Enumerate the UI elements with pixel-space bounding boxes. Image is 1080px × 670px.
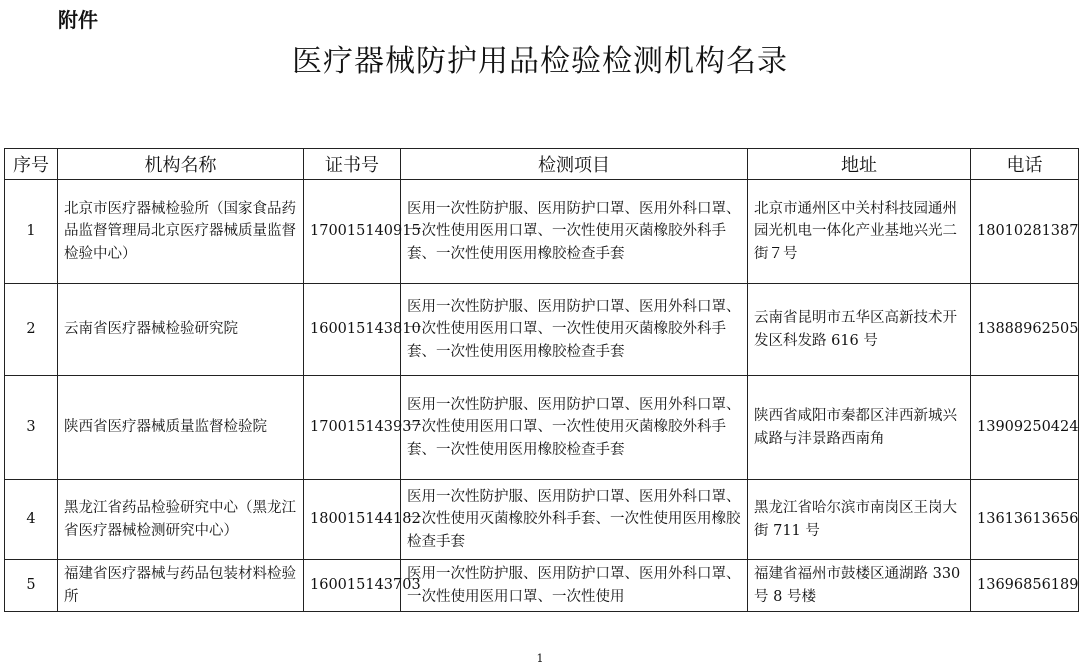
institution-table <box>4 148 1079 612</box>
table-row <box>5 480 1079 560</box>
table-row <box>5 560 1079 612</box>
column-header: 机构名称 <box>58 149 304 180</box>
table-row <box>5 376 1079 480</box>
address: 云南省昆明市五华区高新技术开发区科发路 616 号 <box>748 284 971 376</box>
certificate-number: 170015143937 <box>304 376 401 480</box>
row-number: 2 <box>5 284 58 376</box>
attachment-label: 附件 <box>58 8 98 32</box>
column-header: 检测项目 <box>401 149 748 180</box>
phone: 18010281387 <box>971 180 1079 284</box>
phone: 13909250424 <box>971 376 1079 480</box>
test-items: 医用一次性防护服、医用防护口罩、医用外科口罩、一次性使用医用口罩、一次性使用 <box>401 560 748 612</box>
test-items: 医用一次性防护服、医用防护口罩、医用外科口罩、一次性使用医用口罩、一次性使用灭菌橡胶外科手套、一次性使用医用橡胶检查手套 <box>401 376 748 480</box>
row-number: 4 <box>5 480 58 560</box>
address: 黑龙江省哈尔滨市南岗区王岗大街 711 号 <box>748 480 971 560</box>
test-items: 医用一次性防护服、医用防护口罩、医用外科口罩、一次性使用医用口罩、一次性使用灭菌橡胶外科手套、一次性使用医用橡胶检查手套 <box>401 180 748 284</box>
row-number: 3 <box>5 376 58 480</box>
certificate-number: 160015143810 <box>304 284 401 376</box>
address: 福建省福州市鼓楼区通湖路 330 号 8 号楼 <box>748 560 971 612</box>
column-header: 电话 <box>971 149 1079 180</box>
row-number: 5 <box>5 560 58 612</box>
certificate-number: 160015143703 <box>304 560 401 612</box>
address: 陕西省咸阳市秦都区沣西新城兴咸路与沣景路西南角 <box>748 376 971 480</box>
institution-name: 云南省医疗器械检验研究院 <box>58 284 304 376</box>
phone: 13613613656 <box>971 480 1079 560</box>
table-header-row <box>5 149 1079 180</box>
institution-name: 福建省医疗器械与药品包装材料检验所 <box>58 560 304 612</box>
page-title: 医疗器械防护用品检验检测机构名录 <box>292 44 788 79</box>
table-row <box>5 284 1079 376</box>
test-items: 医用一次性防护服、医用防护口罩、医用外科口罩、一次性使用灭菌橡胶外科手套、一次性使用医用橡胶检查手套 <box>401 480 748 560</box>
certificate-number: 180015144182 <box>304 480 401 560</box>
page-number: 1 <box>536 652 544 665</box>
column-header: 序号 <box>5 149 58 180</box>
phone: 13696856189 <box>971 560 1079 612</box>
institution-name: 黑龙江省药品检验研究中心（黑龙江省医疗器械检测研究中心） <box>58 480 304 560</box>
phone: 13888962505 <box>971 284 1079 376</box>
certificate-number: 170015140915 <box>304 180 401 284</box>
row-number: 1 <box>5 180 58 284</box>
institution-name: 北京市医疗器械检验所（国家食品药品监督管理局北京医疗器械质量监督检验中心） <box>58 180 304 284</box>
institution-name: 陕西省医疗器械质量监督检验院 <box>58 376 304 480</box>
column-header: 证书号 <box>304 149 401 180</box>
table-row <box>5 180 1079 284</box>
test-items: 医用一次性防护服、医用防护口罩、医用外科口罩、一次性使用医用口罩、一次性使用灭菌橡胶外科手套、一次性使用医用橡胶检查手套 <box>401 284 748 376</box>
column-header: 地址 <box>748 149 971 180</box>
address: 北京市通州区中关村科技园通州园光机电一体化产业基地兴光二街７号 <box>748 180 971 284</box>
